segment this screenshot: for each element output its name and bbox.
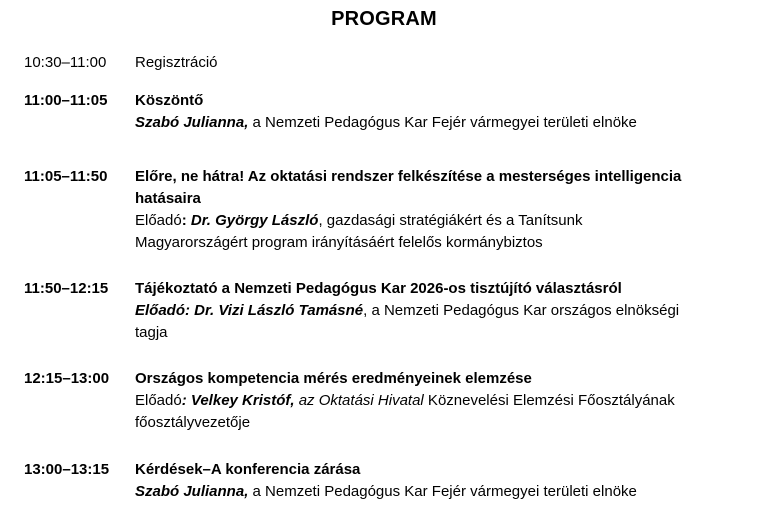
item-content (135, 166, 735, 254)
item-speaker (135, 300, 735, 322)
item-title: Regisztráció (135, 54, 218, 71)
item-content (135, 52, 735, 74)
item-time: 12:15–13:00 (24, 370, 110, 387)
speaker-role-line2: tagja (135, 324, 168, 341)
item-time: 11:05–11:50 (24, 168, 108, 185)
speaker-org: az Oktatási Hivatal (294, 392, 424, 409)
speaker-name: Előadó: Dr. Vizi László Tamásné (135, 302, 364, 319)
item-title-line2: hatásaira (135, 190, 201, 207)
speaker-role: a Nemzeti Pedagógus Kar Fejér vármegyei területi elnöke (248, 483, 637, 500)
item-speaker (135, 112, 735, 134)
item-title: Országos kompetencia mérés eredményeinek elemzése (135, 370, 532, 387)
item-title: Tájékoztató a Nemzeti Pedagógus Kar 2026-os tisztújító választásról (135, 280, 622, 297)
presenter-label: Előadó (135, 212, 182, 229)
speaker-name: Szabó Julianna, (135, 114, 249, 131)
item-content (135, 278, 735, 344)
presenter-label: Előadó (135, 392, 182, 409)
speaker-name: Dr. György László (190, 212, 319, 229)
item-time: 11:00–11:05 (24, 92, 108, 109)
item-content (135, 368, 735, 434)
item-time: 11:50–12:15 (24, 280, 109, 297)
item-content (135, 459, 735, 503)
speaker-role: a Nemzeti Pedagógus Kar Fejér vármegyei területi elnöke (248, 114, 637, 131)
item-time: 10:30–11:00 (24, 54, 107, 71)
item-title: Köszöntő (135, 92, 204, 109)
speaker-role-line1: Köznevelési Elemzési Főosztályának (423, 392, 675, 409)
item-title: Kérdések–A konferencia zárása (135, 461, 361, 478)
item-content (135, 90, 735, 134)
speaker-role-line2: Magyarországért program irányításáért felelős kormánybiztos (135, 234, 543, 251)
speaker-role-line1: , a Nemzeti Pedagógus Kar országos elnökségi (363, 302, 680, 319)
speaker-role-line2: főosztályvezetője (135, 414, 251, 431)
presenter-colon: : (181, 392, 191, 409)
speaker-name: Szabó Julianna, (135, 483, 249, 500)
page-title: PROGRAM (331, 8, 437, 30)
item-speaker (135, 481, 735, 503)
item-title-line1: Előre, ne hátra! Az oktatási rendszer felkészítése a mesterséges intelligencia (135, 168, 682, 185)
speaker-name: Velkey Kristóf, (190, 392, 295, 409)
item-speaker (135, 390, 735, 412)
item-time: 13:00–13:15 (24, 461, 110, 478)
item-speaker (135, 210, 735, 232)
speaker-role-line1: , gazdasági stratégiákért és a Tanítsunk (318, 212, 583, 229)
presenter-colon: : (181, 212, 191, 229)
